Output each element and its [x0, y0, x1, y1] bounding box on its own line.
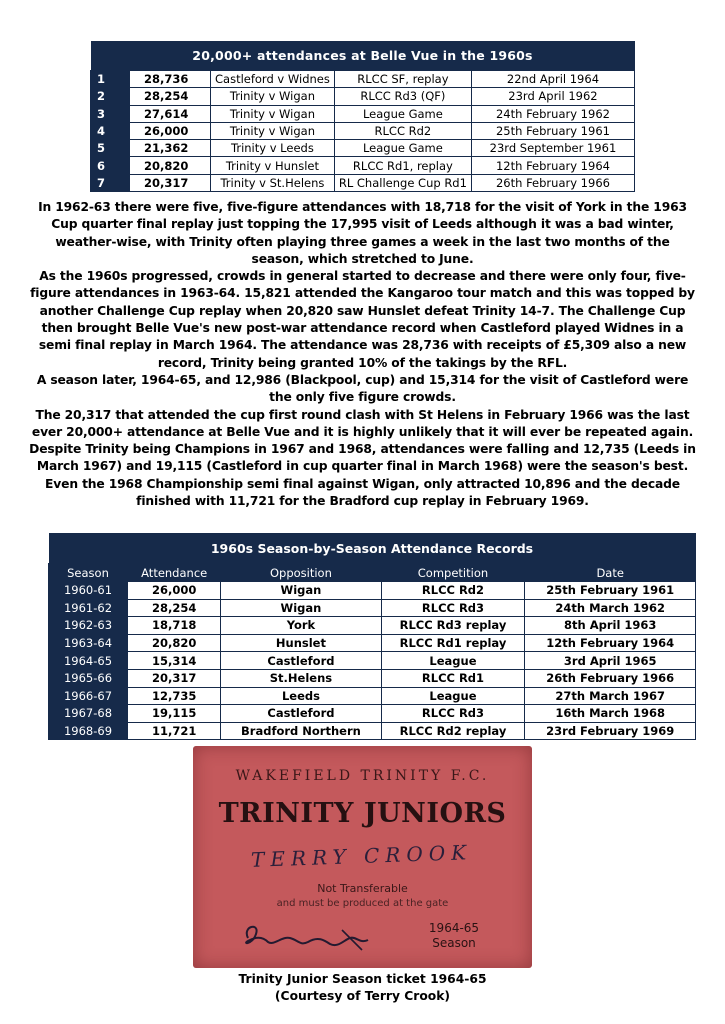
- cell-competition: RLCC Rd1 replay: [381, 634, 525, 652]
- cell-opposition: Wigan: [221, 599, 381, 617]
- cell-attendance: 28,254: [130, 88, 211, 105]
- ticket-club-name: WAKEFIELD TRINITY F.C.: [235, 768, 490, 784]
- cell-date: 26th February 1966: [471, 174, 634, 191]
- cell-attendance: 15,314: [128, 652, 221, 670]
- cell-season: 1963-64: [49, 634, 128, 652]
- cell-match: Trinity v Hunslet: [211, 157, 335, 174]
- table-row: [91, 157, 635, 174]
- header-attendance: Attendance: [128, 564, 221, 582]
- article-text: [28, 199, 697, 510]
- cell-competition: RLCC Rd2: [334, 122, 471, 139]
- cell-attendance: 12,735: [128, 687, 221, 705]
- cell-date: 23rd February 1969: [525, 722, 696, 740]
- table-row: [91, 88, 635, 105]
- ticket-produce-note: and must be produced at the gate: [276, 898, 449, 909]
- cell-competition: League: [381, 652, 525, 670]
- cell-competition: League Game: [334, 140, 471, 157]
- cell-competition: RLCC SF, replay: [334, 71, 471, 88]
- cell-attendance: 20,317: [130, 174, 211, 191]
- cell-competition: League: [381, 687, 525, 705]
- cell-competition: RL Challenge Cup Rd1: [334, 174, 471, 191]
- cell-match: Trinity v Leeds: [211, 140, 335, 157]
- cell-date: 22nd April 1964: [471, 71, 634, 88]
- table-row: [91, 174, 635, 191]
- cell-opposition: Castleford: [221, 705, 381, 723]
- cell-season: 1962-63: [49, 617, 128, 635]
- table-row: [91, 140, 635, 157]
- top-table-body: [91, 71, 635, 192]
- cell-rank: 6: [91, 157, 130, 174]
- table-row: [49, 634, 696, 652]
- ticket-not-transferable: Not Transferable: [317, 882, 408, 895]
- cell-competition: RLCC Rd1: [381, 669, 525, 687]
- cell-rank: 4: [91, 122, 130, 139]
- ticket-season-word: Season: [432, 936, 476, 950]
- cell-date: 23rd September 1961: [471, 140, 634, 157]
- cell-date: 27th March 1967: [525, 687, 696, 705]
- cell-attendance: 18,718: [128, 617, 221, 635]
- cell-attendance: 20,820: [130, 157, 211, 174]
- header-competition: Competition: [381, 564, 525, 582]
- cell-attendance: 20,317: [128, 669, 221, 687]
- cell-opposition: Bradford Northern: [221, 722, 381, 740]
- cell-opposition: Wigan: [221, 582, 381, 600]
- cell-season: 1968-69: [49, 722, 128, 740]
- cell-rank: 7: [91, 174, 130, 191]
- cell-rank: 5: [91, 140, 130, 157]
- table-row: [49, 705, 696, 723]
- cell-match: Castleford v Widnes: [211, 71, 335, 88]
- cell-attendance: 19,115: [128, 705, 221, 723]
- cell-match: Trinity v St.Helens: [211, 174, 335, 191]
- cell-date: 26th February 1966: [525, 669, 696, 687]
- signature-icon: [238, 916, 398, 956]
- table-row: [49, 582, 696, 600]
- cell-competition: RLCC Rd3 (QF): [334, 88, 471, 105]
- cell-attendance: 28,254: [128, 599, 221, 617]
- cell-attendance: 28,736: [130, 71, 211, 88]
- article-paragraph: The 20,317 that attended the cup first round clash with St Helens in February 1966 was the last ever 20,000+ attendance at Belle Vue and it is highly unlikely that it will ever be repeated again. Despite Trinity being Champions in 1967 and 1968, attendances were falling and 12,735 (Leeds in March 1967) and 19,115 (Castleford in cup quarter final in March 1968) were the season's best. Even the 1968 Championship semi final against Wigan, only attracted 10,896 and the decade finished with 11,721 for the Bradford cup replay in February 1969.: [29, 407, 696, 509]
- cell-competition: RLCC Rd2 replay: [381, 722, 525, 740]
- caption-line-1: Trinity Junior Season ticket 1964-65: [238, 972, 487, 986]
- table-row: [49, 617, 696, 635]
- cell-season: 1966-67: [49, 687, 128, 705]
- cell-season: 1961-62: [49, 599, 128, 617]
- cell-date: 3rd April 1965: [525, 652, 696, 670]
- cell-opposition: York: [221, 617, 381, 635]
- cell-attendance: 27,614: [130, 105, 211, 122]
- cell-season: 1965-66: [49, 669, 128, 687]
- header-season: Season: [49, 564, 128, 582]
- season-records-table: [48, 533, 696, 740]
- table-row: [91, 122, 635, 139]
- cell-attendance: 26,000: [130, 122, 211, 139]
- cell-match: Trinity v Wigan: [211, 88, 335, 105]
- table-row: [91, 71, 635, 88]
- photo-caption: [0, 971, 725, 1005]
- cell-opposition: St.Helens: [221, 669, 381, 687]
- cell-date: 25th February 1961: [471, 122, 634, 139]
- cell-date: 8th April 1963: [525, 617, 696, 635]
- table-row: [49, 599, 696, 617]
- cell-match: Trinity v Wigan: [211, 105, 335, 122]
- cell-opposition: Leeds: [221, 687, 381, 705]
- article-paragraph: In 1962-63 there were five, five-figure attendances with 18,718 for the visit of York in the 1963 Cup quarter final replay just topping the 17,995 visit of Leeds although it was a bad winter, weather-wise, with Trinity often playing three games a week in the last two months of the season, which stretched to June.: [38, 200, 687, 266]
- cell-competition: RLCC Rd3 replay: [381, 617, 525, 635]
- table-row: [49, 652, 696, 670]
- cell-competition: RLCC Rd3: [381, 599, 525, 617]
- top-table-title: 20,000+ attendances at Belle Vue in the 1960s: [91, 41, 635, 71]
- cell-rank: 2: [91, 88, 130, 105]
- cell-opposition: Hunslet: [221, 634, 381, 652]
- cell-competition: RLCC Rd3: [381, 705, 525, 723]
- table-row: [49, 722, 696, 740]
- table-row: [49, 669, 696, 687]
- cell-attendance: 11,721: [128, 722, 221, 740]
- season-table-title: 1960s Season-by-Season Attendance Records: [49, 533, 696, 564]
- table-row: [91, 105, 635, 122]
- table-row: [49, 687, 696, 705]
- cell-date: 12th February 1964: [471, 157, 634, 174]
- cell-date: 24th March 1962: [525, 599, 696, 617]
- cell-attendance: 21,362: [130, 140, 211, 157]
- cell-attendance: 20,820: [128, 634, 221, 652]
- season-table-body: [49, 582, 696, 740]
- cell-season: 1964-65: [49, 652, 128, 670]
- cell-competition: RLCC Rd1, replay: [334, 157, 471, 174]
- season-ticket-photo: [193, 746, 532, 968]
- cell-competition: RLCC Rd2: [381, 582, 525, 600]
- ticket-season-years: 1964-65: [428, 921, 480, 935]
- cell-rank: 3: [91, 105, 130, 122]
- cell-date: 25th February 1961: [525, 582, 696, 600]
- article-paragraph: A season later, 1964-65, and 12,986 (Blackpool, cup) and 15,314 for the visit of Castleford were the only five figure crowds.: [36, 372, 689, 405]
- cell-competition: League Game: [334, 105, 471, 122]
- cell-date: 23rd April 1962: [471, 88, 634, 105]
- cell-attendance: 26,000: [128, 582, 221, 600]
- cell-opposition: Castleford: [221, 652, 381, 670]
- cell-season: 1967-68: [49, 705, 128, 723]
- cell-date: 16th March 1968: [525, 705, 696, 723]
- ticket-season: [419, 921, 489, 951]
- header-opposition: Opposition: [221, 564, 381, 582]
- cell-rank: 1: [91, 71, 130, 88]
- article-paragraph: As the 1960s progressed, crowds in general started to decrease and there were only four, five-figure attendances in 1963-64. 15,821 attended the Kangaroo tour match and this was topped by another Challenge Cup replay when 20,820 saw Hunslet defeat Trinity 14-7. The Challenge Cup then brought Belle Vue's new post-war attendance record when Castleford played Widnes in a semi final replay in March 1964. The attendance was 28,736 with receipts of £5,309 also a new record, Trinity being granted 10% of the takings by the RFL.: [30, 269, 695, 370]
- cell-date: 24th February 1962: [471, 105, 634, 122]
- ticket-holder-name: TERRY CROOK: [250, 840, 473, 872]
- cell-date: 12th February 1964: [525, 634, 696, 652]
- caption-line-2: (Courtesy of Terry Crook): [274, 989, 451, 1003]
- cell-match: Trinity v Wigan: [211, 122, 335, 139]
- ticket-title: TRINITY JUNIORS: [218, 798, 507, 829]
- top-attendances-table: [90, 41, 635, 192]
- cell-season: 1960-61: [49, 582, 128, 600]
- header-date: Date: [525, 564, 696, 582]
